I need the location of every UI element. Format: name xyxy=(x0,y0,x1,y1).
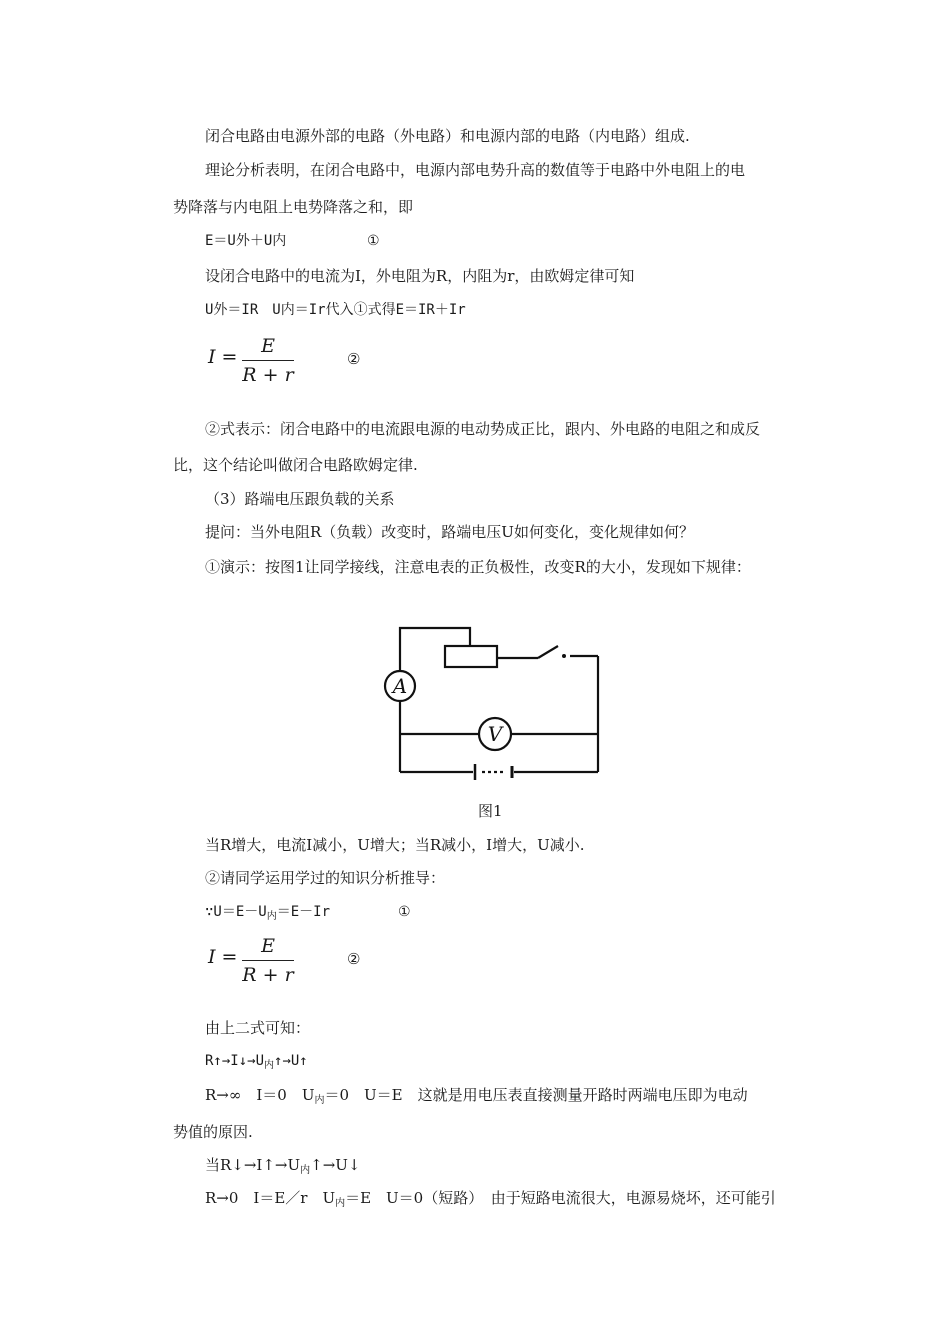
formula-ohm-law xyxy=(206,934,376,994)
paragraph-line: ①演示：按图1让同学接线，注意电表的正负极性，改变R的大小，发现如下规律： xyxy=(205,558,751,576)
figure-caption: 图1 xyxy=(478,802,503,820)
equation-text: ＝E－Ir xyxy=(276,904,331,920)
subscript: 内 xyxy=(335,1198,346,1209)
paragraph-line: 当R增大，电流I减小，U增大；当R减小，I增大，U减小. xyxy=(205,836,585,854)
equation-text: ∵U＝E－U xyxy=(205,904,267,920)
paragraph-line: 设闭合电路中的电流为I，外电阻为R，内阻为r，由欧姆定律可知 xyxy=(205,267,635,285)
paragraph-line: 提问：当外电阻R（负载）改变时，路端电压U如何变化，变化规律如何？ xyxy=(205,523,694,541)
paragraph-line: 势值的原因. xyxy=(173,1123,253,1141)
equation-line xyxy=(205,1051,308,1073)
ammeter-label: A xyxy=(392,674,408,698)
fraction-bar xyxy=(242,360,294,361)
equation-line xyxy=(205,902,411,924)
paragraph-line: ②请同学运用学过的知识分析推导： xyxy=(205,869,446,887)
formula-fraction xyxy=(242,934,294,987)
equation-number: ① xyxy=(398,904,411,920)
paragraph-line: 闭合电路由电源外部的电路（外电路）和电源内部的电路（内电路）组成. xyxy=(205,127,690,145)
equation-text: 当R↓→I↑→U xyxy=(205,1156,301,1174)
formula-numerator: E xyxy=(261,935,275,957)
equation-line xyxy=(205,1155,361,1178)
paragraph-text: ＝E U＝0（短路） 由于短路电流很大，电源易烧坏，还可能引 xyxy=(345,1189,776,1207)
paragraph-line: 由上二式可知： xyxy=(205,1019,311,1037)
equation-text: E＝U外＋U内 xyxy=(205,233,287,249)
equation-text: R→0 I＝E／r U xyxy=(205,1189,336,1207)
switch-contact xyxy=(562,654,566,658)
equation-text: R↑→I↓→U xyxy=(205,1053,265,1069)
equation-number: ② xyxy=(347,950,361,968)
equation-line: U外＝IR U内＝Ir代入①式得E＝IR＋Ir xyxy=(205,302,466,318)
formula-ohm-law xyxy=(206,334,376,394)
subscript: 内 xyxy=(314,1095,325,1106)
paragraph-line: 势降落与内电阻上电势降落之和，即 xyxy=(173,198,414,216)
equation-number: ② xyxy=(347,350,361,368)
subscript: 内 xyxy=(300,1165,311,1176)
rheostat xyxy=(445,646,497,667)
section-heading: （3）路端电压跟负载的关系 xyxy=(205,490,395,508)
circuit-diagram xyxy=(378,622,608,782)
circuit-wire xyxy=(400,628,470,672)
voltmeter-label: V xyxy=(487,722,503,746)
paragraph-line: 比，这个结论叫做闭合电路欧姆定律. xyxy=(173,456,418,474)
formula-denominator: R + r xyxy=(242,964,294,986)
equation-text: R→∞ I＝0 U xyxy=(205,1086,315,1104)
paragraph-line: ②式表示：闭合电路中的电流跟电源的电动势成正比，跟内、外电路的电阻之和成反 xyxy=(205,420,761,438)
equation-text: ↑→U↑ xyxy=(274,1053,308,1069)
paragraph-line xyxy=(205,1085,748,1108)
equation-text: ↑→U↓ xyxy=(310,1156,361,1174)
paragraph-line: 理论分析表明，在闭合电路中，电源内部电势升高的数值等于电路中外电阻上的电 xyxy=(205,161,746,179)
equation-line xyxy=(205,231,380,251)
switch-blade xyxy=(538,646,558,658)
subscript: 内 xyxy=(264,1060,275,1071)
formula-lhs: I = xyxy=(208,346,238,368)
paragraph-text: ＝0 U＝E 这就是用电压表直接测量开路时两端电压即为电动 xyxy=(324,1086,748,1104)
subscript: 内 xyxy=(266,911,277,922)
equation-number: ① xyxy=(367,233,380,249)
fraction-bar xyxy=(242,960,294,961)
paragraph-line xyxy=(205,1188,776,1211)
formula-numerator: E xyxy=(261,335,275,357)
formula-denominator: R + r xyxy=(242,364,294,386)
formula-lhs: I = xyxy=(208,946,238,968)
formula-fraction xyxy=(242,334,294,387)
